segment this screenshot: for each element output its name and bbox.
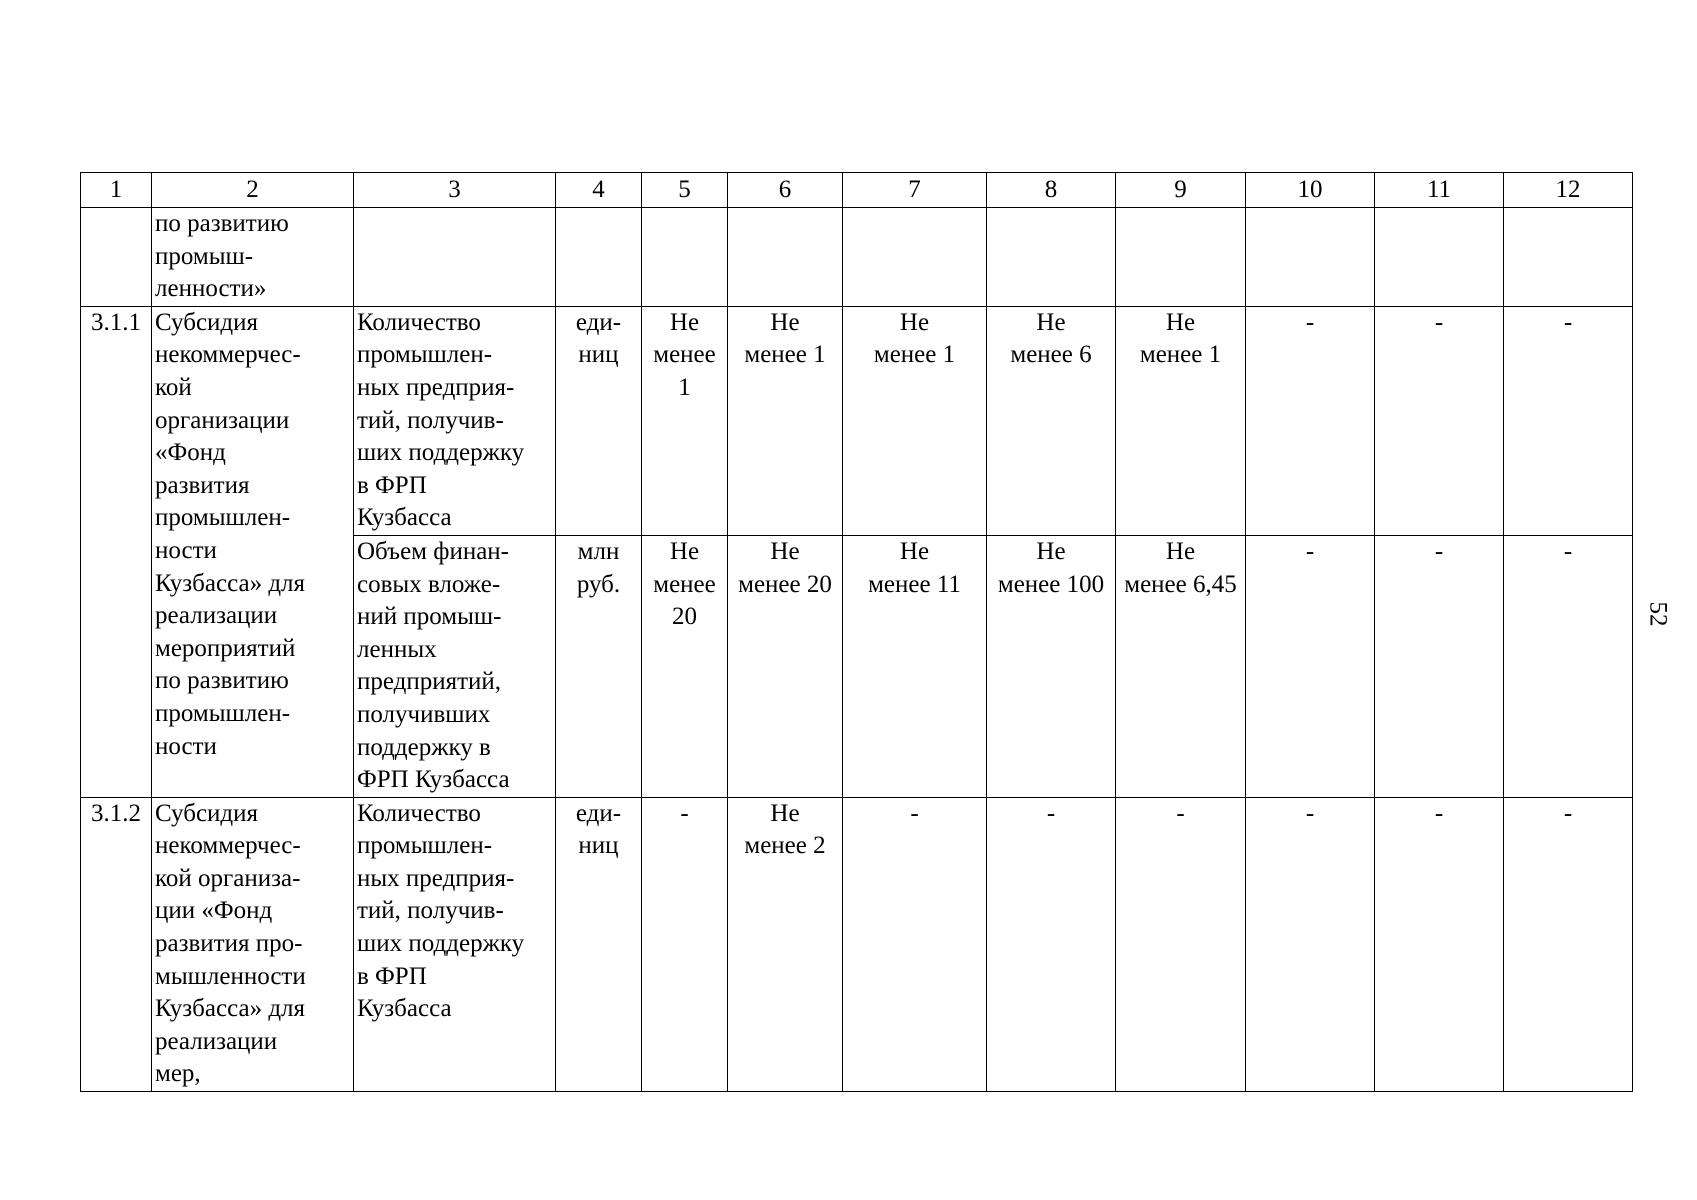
value-cell: - [1246, 306, 1375, 535]
table-cell [728, 208, 843, 307]
indicators-table [80, 172, 1633, 1092]
value-cell: Не менее 1 [843, 306, 987, 535]
table-cell [1246, 208, 1375, 307]
table-cell [81, 208, 152, 307]
table-cell [642, 208, 728, 307]
value-cell: Не менее 11 [843, 535, 987, 797]
header-cell: 4 [556, 173, 642, 208]
value-cell: - [1375, 535, 1504, 797]
value-cell: - [1375, 797, 1504, 1091]
header-cell: 2 [152, 173, 354, 208]
value-cell: - [1375, 306, 1504, 535]
header-cell: 12 [1504, 173, 1633, 208]
indicator-name-cell: Количество промышлен- ных предприя- тий, получив- ших поддержку в ФРП Кузбасса [354, 306, 556, 535]
value-cell: Не менее 20 [642, 535, 728, 797]
value-cell: Не менее 1 [1116, 306, 1246, 535]
measure-name-cell: по развитию промыш- ленности» [152, 208, 354, 307]
unit-cell: млн руб. [556, 535, 642, 797]
value-cell: Не менее 6,45 [1116, 535, 1246, 797]
table-cell [354, 208, 556, 307]
value-cell: Не менее 1 [728, 306, 843, 535]
header-row [81, 173, 1633, 208]
measure-name-cell: Субсидия некоммерчес- кой организа- ции «Фонд развития про- мышленности Кузбасса» для реализации мер, [152, 797, 354, 1091]
table-cell [987, 208, 1116, 307]
value-cell: Не менее 6 [987, 306, 1116, 535]
value-cell: Не менее 2 [728, 797, 843, 1091]
value-cell: - [642, 797, 728, 1091]
header-cell: 5 [642, 173, 728, 208]
table-row [81, 797, 1633, 1091]
value-cell: - [987, 797, 1116, 1091]
header-cell: 7 [843, 173, 987, 208]
value-cell: - [1504, 535, 1633, 797]
table-cell [1504, 208, 1633, 307]
table-row [81, 306, 1633, 535]
table-cell [556, 208, 642, 307]
table-cell [1375, 208, 1504, 307]
indicator-name-cell: Количество промышлен- ных предприя- тий, получив- ших поддержку в ФРП Кузбасса [354, 797, 556, 1091]
value-cell: - [843, 797, 987, 1091]
table-cell [843, 208, 987, 307]
page-number: 52 [1644, 601, 1672, 627]
value-cell: Не менее 100 [987, 535, 1116, 797]
measure-name-cell: Субсидия некоммерчес- кой организации «Фонд развития промышлен- ности Кузбасса» для реализации мероприятий по развитию промышлен- ности [152, 306, 354, 797]
value-cell: Не менее 1 [642, 306, 728, 535]
unit-cell: еди- ниц [556, 797, 642, 1091]
value-cell: - [1246, 797, 1375, 1091]
value-cell: - [1504, 797, 1633, 1091]
header-cell: 3 [354, 173, 556, 208]
header-cell: 1 [81, 173, 152, 208]
indicator-name-cell: Объем финан- совых вложе- ний промыш- ленных предприятий, получивших поддержку в ФРП Кузбасса [354, 535, 556, 797]
unit-cell: еди- ниц [556, 306, 642, 535]
header-cell: 9 [1116, 173, 1246, 208]
row-number-cell: 3.1.2 [81, 797, 152, 1091]
header-cell: 11 [1375, 173, 1504, 208]
table-cell [1116, 208, 1246, 307]
header-cell: 8 [987, 173, 1116, 208]
header-cell: 10 [1246, 173, 1375, 208]
table-row [81, 208, 1633, 307]
value-cell: - [1246, 535, 1375, 797]
value-cell: - [1504, 306, 1633, 535]
row-number-cell: 3.1.1 [81, 306, 152, 797]
header-cell: 6 [728, 173, 843, 208]
value-cell: - [1116, 797, 1246, 1091]
value-cell: Не менее 20 [728, 535, 843, 797]
